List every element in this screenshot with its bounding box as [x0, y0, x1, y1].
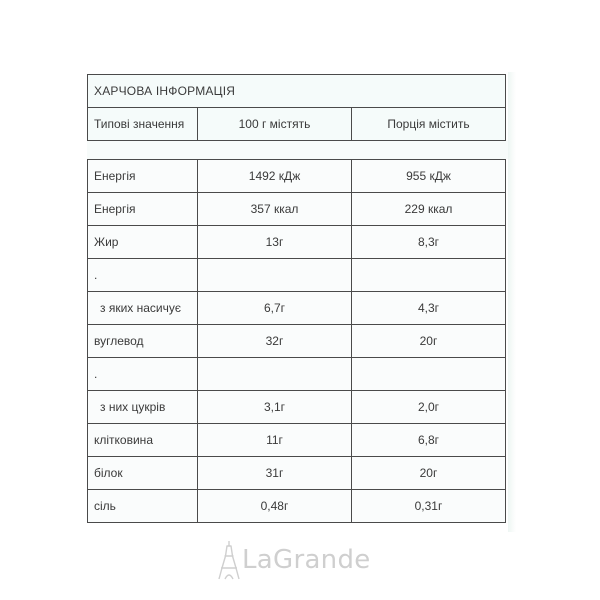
table-row — [88, 193, 506, 226]
nutrition-header-table — [87, 74, 506, 141]
table-row — [88, 259, 506, 292]
table-row — [88, 325, 506, 358]
per-portion-value: 4,3г — [352, 292, 506, 325]
column-header-row — [88, 108, 506, 141]
table-row — [88, 424, 506, 457]
table-row — [88, 226, 506, 259]
nutrient-label: Енергія — [88, 160, 198, 193]
table-row — [88, 457, 506, 490]
table-row — [88, 292, 506, 325]
per-portion-value: 229 ккал — [352, 193, 506, 226]
table-title: ХАРЧОВА ІНФОРМАЦІЯ — [88, 75, 506, 108]
table-row — [88, 160, 506, 193]
per-portion-value: 6,8г — [352, 424, 506, 457]
per-100g-value — [198, 358, 352, 391]
per-portion-value: 955 кДж — [352, 160, 506, 193]
title-row — [88, 75, 506, 108]
per-portion-value — [352, 259, 506, 292]
watermark-text: LaGrande — [242, 545, 371, 575]
per-100g-value: 11г — [198, 424, 352, 457]
per-100g-value: 31г — [198, 457, 352, 490]
eiffel-tower-icon — [218, 540, 240, 580]
nutrient-label: Жир — [88, 226, 198, 259]
nutrient-label: з яких насичує — [88, 292, 198, 325]
per-100g-value: 0,48г — [198, 490, 352, 523]
per-100g-value — [198, 259, 352, 292]
table-row — [88, 358, 506, 391]
per-100g-value: 13г — [198, 226, 352, 259]
nutrient-label: клітковина — [88, 424, 198, 457]
table-shadow-edge — [508, 72, 516, 532]
watermark-logo — [218, 540, 371, 580]
nutrient-label: . — [88, 259, 198, 292]
table-row — [88, 391, 506, 424]
nutrient-label: сіль — [88, 490, 198, 523]
nutrition-data-table — [87, 159, 506, 523]
nutrient-label: з них цукрів — [88, 391, 198, 424]
per-100g-value: 32г — [198, 325, 352, 358]
col-typical-values: Типові значення — [88, 108, 198, 141]
nutrient-label: . — [88, 358, 198, 391]
table-row — [88, 490, 506, 523]
col-per-100g: 100 г містять — [197, 108, 351, 141]
per-100g-value: 357 ккал — [198, 193, 352, 226]
per-100g-value: 6,7г — [198, 292, 352, 325]
per-portion-value: 2,0г — [352, 391, 506, 424]
per-100g-value: 1492 кДж — [198, 160, 352, 193]
per-portion-value: 20г — [352, 457, 506, 490]
per-portion-value: 20г — [352, 325, 506, 358]
per-100g-value: 3,1г — [198, 391, 352, 424]
per-portion-value: 0,31г — [352, 490, 506, 523]
nutrient-label: вуглевод — [88, 325, 198, 358]
per-portion-value — [352, 358, 506, 391]
per-portion-value: 8,3г — [352, 226, 506, 259]
section-gap — [87, 140, 508, 159]
col-per-portion: Порція містить — [351, 108, 505, 141]
nutrient-label: Енергія — [88, 193, 198, 226]
nutrient-label: білок — [88, 457, 198, 490]
